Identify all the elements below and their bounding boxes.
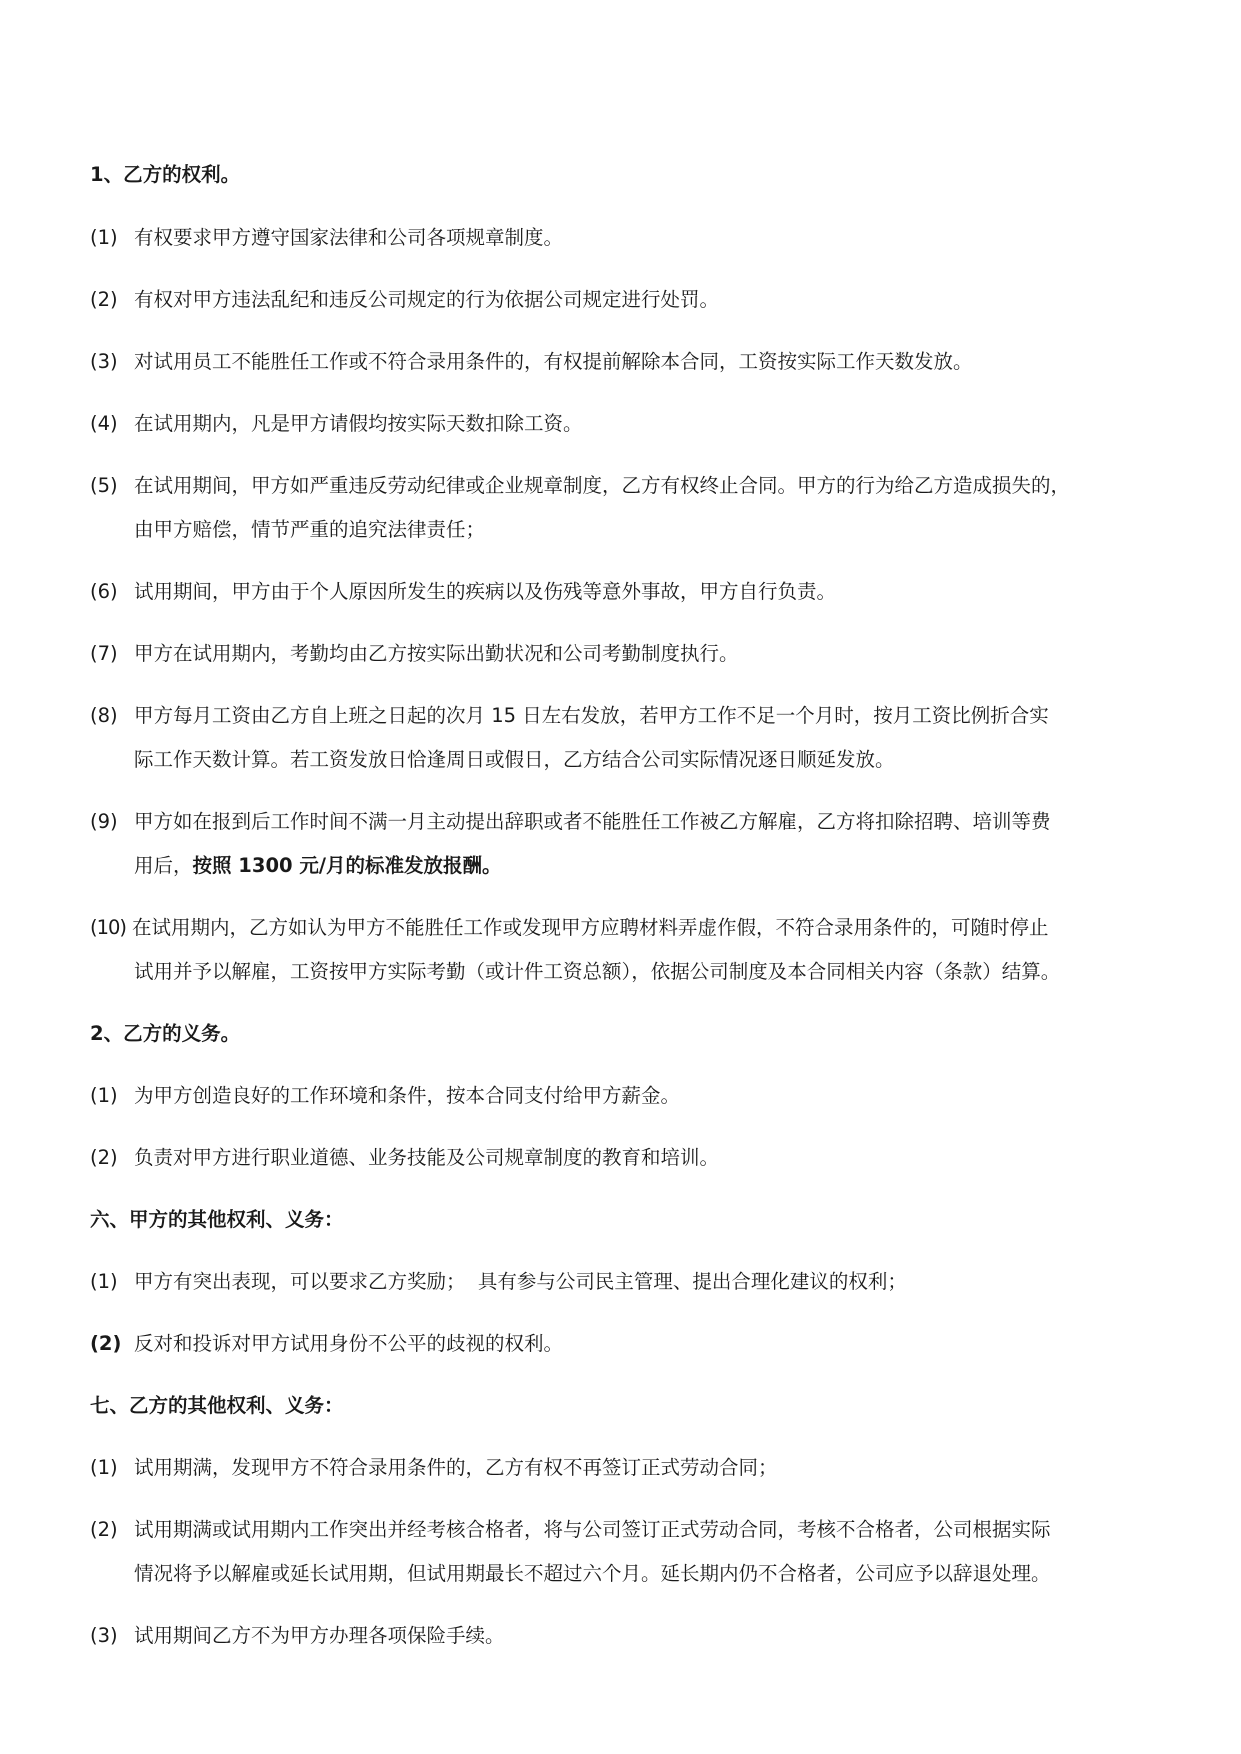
clause-text-line1: 试用期满或试用期内工作突出并经考核合格者，将与公司签订正式劳动合同，考核不合格者，公司根据实际 — [134, 1518, 1051, 1541]
clause-s7-3 — [90, 1622, 505, 1650]
clause-s6-2 — [90, 1330, 563, 1358]
clause-text: 甲方在试用期内，考勤均由乙方按实际出勤状况和公司考勤制度执行。 — [134, 642, 739, 665]
clause-text: 有权要求甲方遵守国家法律和公司各项规章制度。 — [134, 226, 564, 249]
clause-s1-10-line2: 试用并予以解雇，工资按甲方实际考勤（或计件工资总额），依据公司制度及本合同相关内容（条款）结算。 — [134, 960, 1061, 983]
clause-text: 试用期间乙方不为甲方办理各项保险手续。 — [134, 1624, 505, 1647]
clause-s1-5-line2: 由甲方赔偿，情节严重的追究法律责任； — [134, 518, 486, 541]
clause-text-line1: 在试用期间，甲方如严重违反劳动纪律或企业规章制度，乙方有权终止合同。甲方的行为给乙方造成损失的， — [134, 474, 1071, 497]
clause-text: 甲方有突出表现，可以要求乙方奖励； 具有参与公司民主管理、提出合理化建议的权利； — [134, 1270, 907, 1293]
clause-text: 有权对甲方违法乱纪和违反公司规定的行为依据公司规定进行处罚。 — [134, 288, 720, 311]
clause-s7-2 — [90, 1516, 1051, 1544]
clause-number: (10) — [90, 916, 127, 939]
clause-s1-1 — [90, 224, 563, 252]
clause-text: 负责对甲方进行职业道德、业务技能及公司规章制度的教育和培训。 — [134, 1146, 720, 1169]
clause-number: (6) — [90, 580, 118, 603]
clause-text: 反对和投诉对甲方试用身份不公平的歧视的权利。 — [134, 1332, 564, 1355]
clause-s1-5 — [90, 472, 1070, 500]
clause-number: (3) — [90, 1624, 118, 1647]
clause-s1-8-line2: 际工作天数计算。若工资发放日恰逢周日或假日，乙方结合公司实际情况逐日顺延发放。 — [134, 748, 895, 771]
clause-s2-1 — [90, 1082, 680, 1110]
clause-number: (2) — [90, 288, 118, 311]
clause-number: (3) — [90, 350, 118, 373]
clause-s1-6 — [90, 578, 836, 606]
section-heading-2: 2、乙方的义务。 — [90, 1022, 241, 1045]
section-heading-1: 1、乙方的权利。 — [90, 163, 241, 186]
clause-number: (8) — [90, 704, 118, 727]
clause-number: (1) — [90, 226, 118, 249]
clause-text-line1: 甲方如在报到后工作时间不满一月主动提出辞职或者不能胜任工作被乙方解雇，乙方将扣除招聘、培训等费 — [134, 810, 1051, 833]
clause-text: 为甲方创造良好的工作环境和条件，按本合同支付给甲方薪金。 — [134, 1084, 681, 1107]
clause-s1-9-line2 — [134, 852, 502, 880]
section-heading-7: 七、乙方的其他权利、义务： — [90, 1394, 344, 1417]
clause-number: (7) — [90, 642, 118, 665]
clause-text: 试用期间，甲方由于个人原因所发生的疾病以及伤残等意外事故，甲方自行负责。 — [134, 580, 837, 603]
clause-s1-2 — [90, 286, 719, 314]
clause-number: (2) — [90, 1518, 118, 1541]
clause-s7-1 — [90, 1454, 778, 1482]
clause-s1-3 — [90, 348, 973, 376]
clause-s2-2 — [90, 1144, 719, 1172]
clause-text-bold: 按照 1300 元/月的标准发放报酬。 — [192, 854, 502, 877]
clause-text-plain: 用后， — [134, 854, 193, 877]
clause-number: (2) — [90, 1332, 122, 1355]
clause-text: 试用期满，发现甲方不符合录用条件的，乙方有权不再签订正式劳动合同； — [134, 1456, 778, 1479]
clause-s1-8 — [90, 702, 1049, 730]
clause-s7-2-line2: 情况将予以解雇或延长试用期，但试用期最长不超过六个月。延长期内仍不合格者，公司应予以辞退处理。 — [134, 1562, 1051, 1585]
clause-s1-7 — [90, 640, 739, 668]
clause-s6-1 — [90, 1268, 907, 1296]
clause-number: (9) — [90, 810, 118, 833]
clause-number: (1) — [90, 1270, 118, 1293]
clause-text: 对试用员工不能胜任工作或不符合录用条件的，有权提前解除本合同，工资按实际工作天数发放。 — [134, 350, 973, 373]
clause-number: (5) — [90, 474, 118, 497]
clause-s1-10 — [90, 914, 1049, 942]
clause-text: 在试用期内，凡是甲方请假均按实际天数扣除工资。 — [134, 412, 583, 435]
clause-number: (1) — [90, 1456, 118, 1479]
clause-number: (2) — [90, 1146, 118, 1169]
section-heading-6: 六、甲方的其他权利、义务： — [90, 1208, 344, 1231]
clause-text-line1: 在试用期内，乙方如认为甲方不能胜任工作或发现甲方应聘材料弄虚作假，不符合录用条件的，可随时停止 — [132, 916, 1049, 939]
clause-number: (1) — [90, 1084, 118, 1107]
clause-s1-9 — [90, 808, 1051, 836]
clause-text-line1: 甲方每月工资由乙方自上班之日起的次月 15 日左右发放，若甲方工作不足一个月时，按月工资比例折合实 — [134, 704, 1049, 727]
clause-number: (4) — [90, 412, 118, 435]
clause-s1-4 — [90, 410, 583, 438]
